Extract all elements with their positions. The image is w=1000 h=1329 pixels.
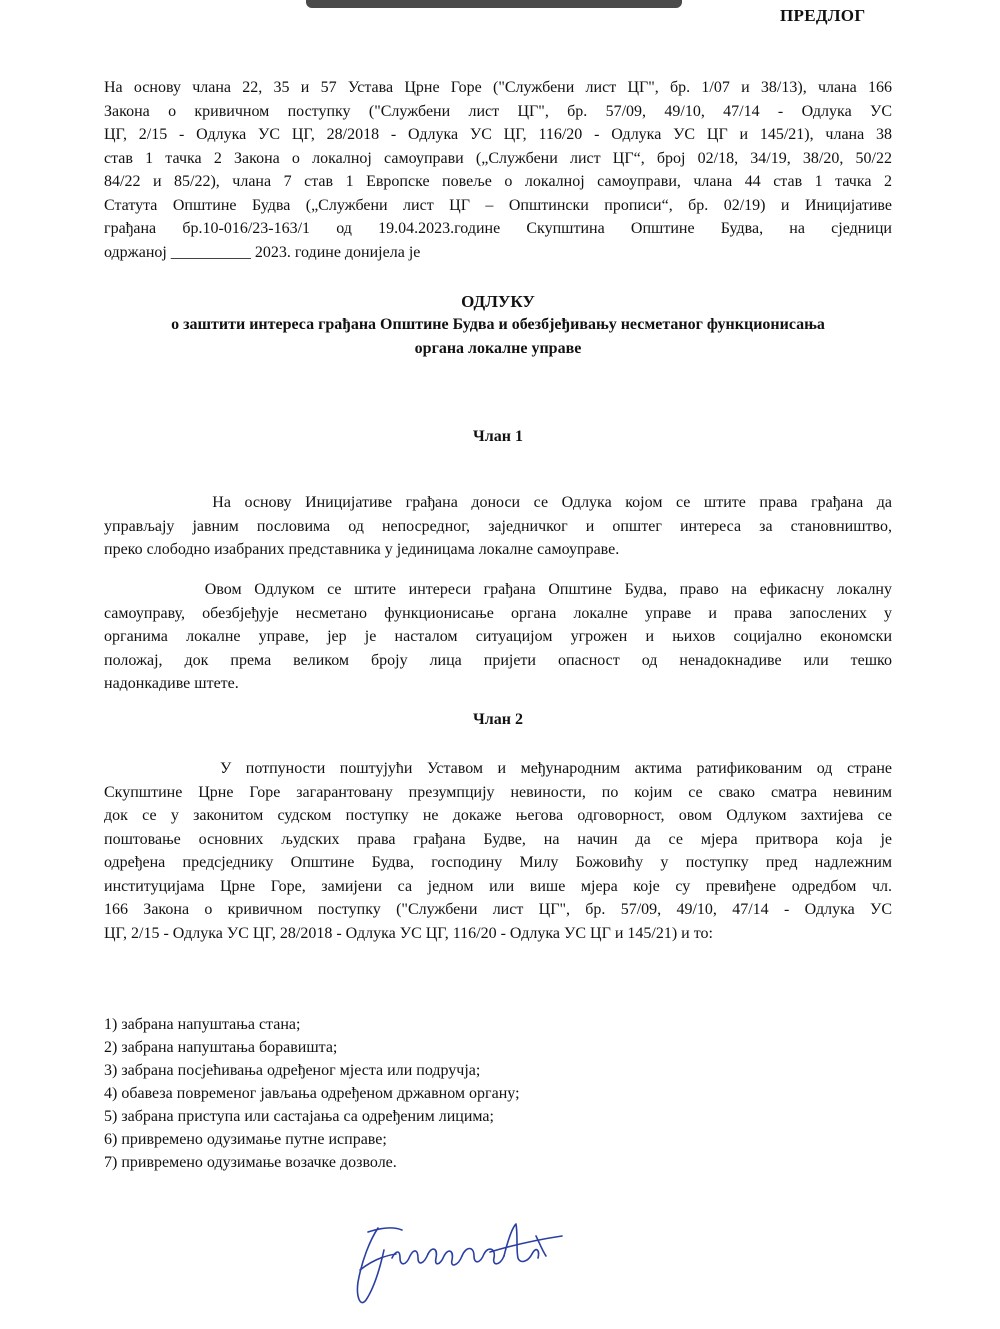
article-1-paragraph-2 [104,578,892,696]
measures-list [104,1013,520,1174]
paragraph-line: надонкадиве штете. [104,675,239,692]
paragraph-line: органима локалне управе, јер је насталом ситуацијом угрожен и њихов социјално економски [104,628,892,645]
preamble-line: Закона о кривичном поступку ("Службени лист ЦГ", бр. 57/09, 49/10, 47/14 - Одлука УС [104,102,892,120]
preamble [104,76,892,264]
paragraph-line: На основу Иницијативе грађана доноси се Одлука којом се штите права грађана да [104,494,892,511]
article-2-paragraph-1 [104,757,892,945]
paragraph-line: институцијама Црне Горе, замијени са једном или више мјера које су превиђене одредбом чл. [104,877,892,895]
preamble-line: На основу члана 22, 35 и 57 Устава Црне Горе ("Службени лист ЦГ", бр. 1/07 и 38/13), члана 166 [104,79,892,96]
article-1-heading: Члан 1 [473,428,523,445]
preamble-line: став 1 тачка 2 Закона о локалној самоуправи („Службени лист ЦГ“, број 02/18, 34/19, 38/20, 50/22 [104,149,892,167]
list-item: 3) забрана посјећивања одређеног мјеста или подручја; [104,1062,481,1079]
paragraph-line: Скупштине Црне Горе загарантовану презумпцију невиности, по којим се свако сматра невиним [104,783,892,801]
article-1-paragraph-1 [104,491,892,562]
list-item: 4) обавеза повременог јављања одређеном државном органу; [104,1085,520,1102]
top-scroll-indicator [306,0,682,8]
list-item: 1) забрана напуштања стана; [104,1016,301,1033]
preamble-line: грађана бр.10-016/23-163/1 од 19.04.2023.године Скупштина Општине Будва, на сједници [104,220,892,237]
paragraph-line: управљају јавним пословима од непосредног, заједничког и општег интереса за становништво, [104,517,892,535]
preamble-line: 84/22 и 85/22), члана 7 став 1 Европске повеље о локалној самоуправи, члана 44 став 1 тачка 2 [104,173,892,190]
handwritten-signature [340,1210,570,1315]
preamble-line: Статута Општине Будва („Службени лист ЦГ – Општински прописи“, бр. 02/19) и Иницијативе [104,196,892,214]
preamble-line: ЦГ, 2/15 - Одлука УС ЦГ, 28/2018 - Одлука УС ЦГ, 116/20 - Одлука УС ЦГ и 145/21), члана 38 [104,126,892,143]
paragraph-line: одређена предсједнику Општине Будва, господину Милу Божовићу у поступку пред надлежним [104,854,892,871]
preamble-line: одржаној __________ 2023. године донијела је [104,243,421,261]
paragraph-line: самоуправу, обезбјеђује несметано функционисање органа локалне управе и права запослених у [104,604,892,622]
list-item: 6) привремено одузимање путне исправе; [104,1131,387,1148]
list-item: 7) привремено одузимање возачке дозволе. [104,1154,397,1171]
draft-label: ПРЕДЛОГ [780,6,866,25]
paragraph-line: ЦГ, 2/15 - Одлука УС ЦГ, 28/2018 - Одлука УС ЦГ, 116/20 - Одлука УС ЦГ и 145/21) и то: [104,924,713,942]
paragraph-line: Овом Одлуком се штите интереси грађана Општине Будва, право на ефикасну локалну [104,581,892,598]
list-item: 5) забрана приступа или састајања са одређеним лицима; [104,1108,494,1125]
article-2-heading: Члан 2 [473,711,523,728]
paragraph-line: преко слободно изабраних представника у јединицама локалне самоуправе. [104,541,620,558]
paragraph-line: У потпуности поштујући Уставом и међународним актима ратификованим од стране [104,760,892,777]
paragraph-line: поштовање основних људских права грађана Будве, на начин да се мјера притвора која је [104,830,892,848]
decision-title: ОДЛУКУ [461,292,535,311]
paragraph-line: положај, док према великом броју лица пријети опасност од ненадокнадиве или тешко [104,651,892,669]
paragraph-line: 166 Закона о кривичном поступку ("Службени лист ЦГ", бр. 57/09, 49/10, 47/14 - Одлука УС [104,901,892,918]
paragraph-line: док се у законитом судском поступку не докаже његова одговорност, овом Одлуком захтијева се [104,807,892,824]
list-item: 2) забрана напуштања боравишта; [104,1039,338,1056]
decision-subtitle-2: органа локалне управе [414,340,582,357]
decision-subtitle: о заштити интереса грађана Општине Будва и обезбјеђивању несметаног функционисања [171,316,825,333]
